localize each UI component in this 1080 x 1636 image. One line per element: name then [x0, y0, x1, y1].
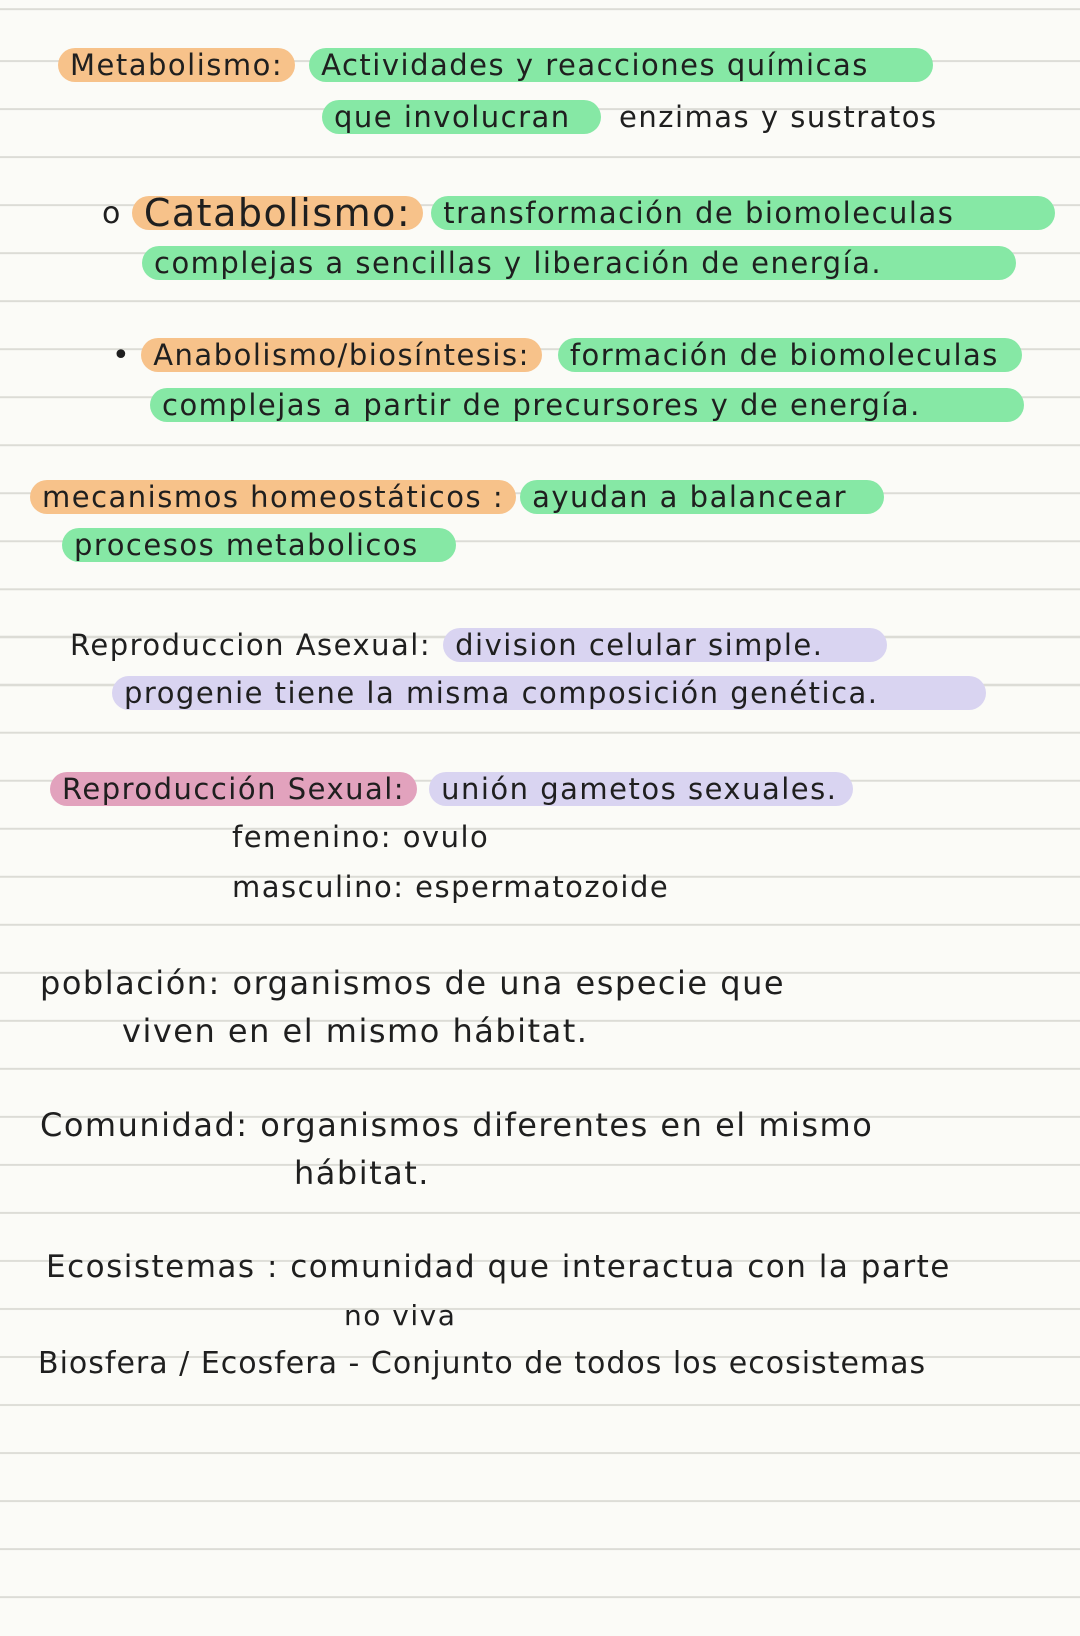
poblacion-line-2 — [118, 1014, 592, 1048]
ecosistemas-line-2 — [340, 1298, 460, 1332]
asexual-line-2 — [112, 676, 986, 710]
anabolismo-term: Anabolismo/biosíntesis: — [141, 338, 542, 372]
metabolismo-definition-line-1: Actividades y reacciones químicas — [309, 48, 933, 82]
homeostaticos-term: mecanismos homeostáticos : — [30, 480, 516, 514]
sexual-line-1 — [50, 772, 853, 806]
ecosistemas-definition-line-1: Ecosistemas : comunidad que interactua con la parte — [46, 1249, 951, 1285]
biosfera-line-1 — [34, 1346, 930, 1380]
sexual-femenino-text: femenino: ovulo — [232, 820, 490, 854]
catabolismo-line-1 — [102, 191, 1055, 235]
homeostaticos-definition-line-1: ayudan a balancear — [520, 480, 884, 514]
anabolismo-line-1 — [112, 338, 1022, 372]
sexual-masculino-text: masculino: espermatozoide — [232, 870, 670, 904]
sexual-femenino — [228, 820, 493, 854]
catabolismo-term: Catabolismo: — [132, 196, 423, 230]
biosfera-definition-line-1: Biosfera / Ecosfera - Conjunto de todos los ecosistemas — [38, 1345, 927, 1381]
sexual-masculino — [228, 870, 673, 904]
catabolismo-definition-line-2: complejas a sencillas y liberación de energía. — [142, 246, 1016, 280]
comunidad-definition-line-2: hábitat. — [294, 1154, 430, 1192]
asexual-definition-line-2: progenie tiene la misma composición genética. — [112, 676, 986, 710]
asexual-definition-line-1: division celular simple. — [443, 628, 887, 662]
sexual-term: Reproducción Sexual: — [50, 772, 417, 806]
anabolismo-line-2 — [150, 388, 1024, 422]
homeostaticos-line-1 — [30, 480, 884, 514]
metabolismo-definition-line-2-rest: enzimas y sustratos — [619, 100, 938, 134]
metabolismo-term: Metabolismo: — [58, 48, 295, 82]
comunidad-line-2 — [290, 1156, 434, 1190]
comunidad-definition-line-1: Comunidad: organismos diferentes en el mismo — [40, 1106, 874, 1144]
metabolismo-definition-line-2-highlight: que involucran — [322, 100, 601, 134]
anabolismo-definition-line-1: formación de biomoleculas — [558, 338, 1022, 372]
metabolismo-line-1 — [58, 48, 933, 82]
asexual-line-1 — [58, 628, 887, 662]
anabolismo-bullet: • — [112, 337, 132, 373]
homeostaticos-line-2 — [62, 528, 456, 562]
comunidad-line-1 — [36, 1108, 877, 1142]
catabolismo-bullet: o — [102, 195, 122, 231]
asexual-term: Reproduccion Asexual: — [70, 628, 432, 662]
poblacion-line-1 — [36, 966, 789, 1000]
ecosistemas-line-1 — [42, 1250, 955, 1284]
anabolismo-definition-line-2: complejas a partir de precursores y de energía. — [150, 388, 1024, 422]
sexual-definition-line-1: unión gametos sexuales. — [429, 772, 853, 806]
poblacion-definition-line-1: población: organismos de una especie que — [40, 964, 786, 1002]
catabolismo-definition-line-1: transformación de biomoleculas — [431, 196, 1055, 230]
homeostaticos-definition-line-2: procesos metabolicos — [62, 528, 456, 562]
ecosistemas-definition-line-2: no viva — [344, 1298, 457, 1332]
poblacion-definition-line-2: viven en el mismo hábitat. — [122, 1012, 589, 1050]
metabolismo-line-2 — [322, 100, 942, 134]
catabolismo-line-2 — [142, 246, 1016, 280]
